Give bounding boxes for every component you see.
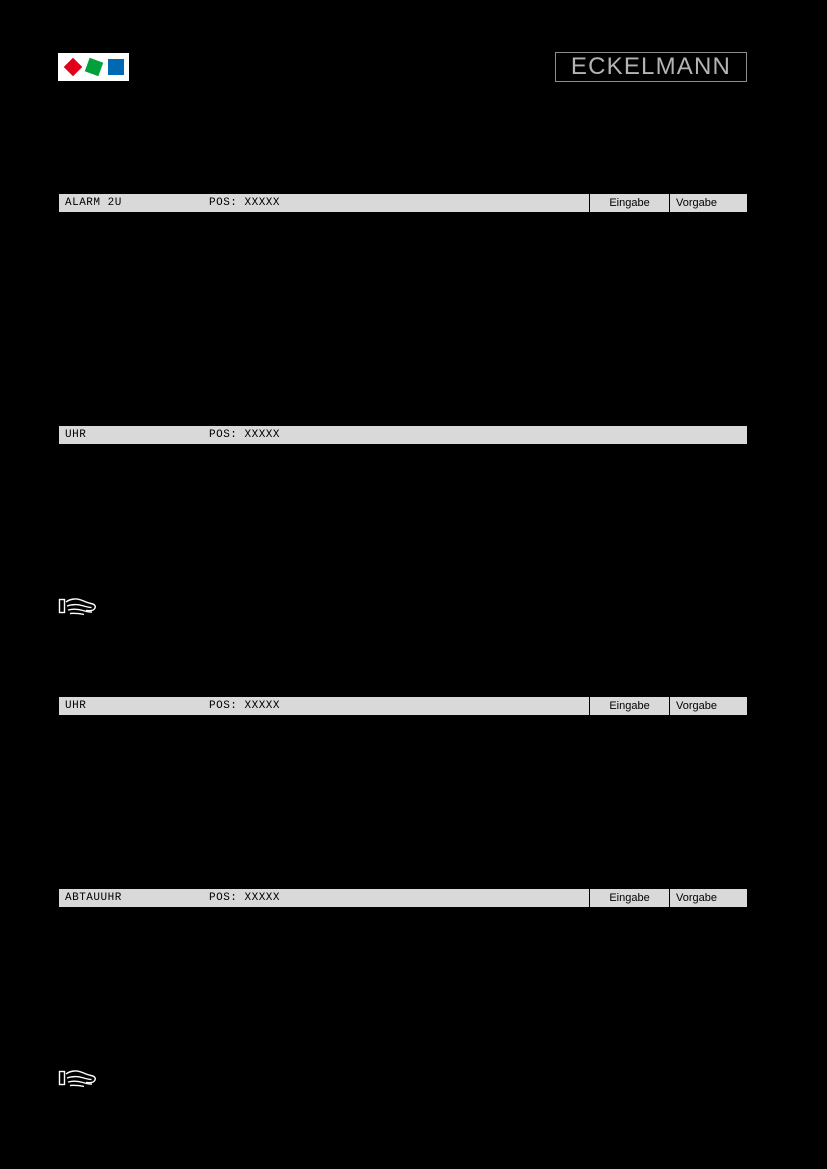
logo-square-green-icon xyxy=(85,58,103,76)
display-bar-alarm2u xyxy=(58,193,748,213)
column-header-eingabe: Eingabe xyxy=(589,697,669,715)
column-header-vorgabe: Vorgabe xyxy=(669,194,747,212)
logo-square-blue-icon xyxy=(108,59,124,75)
pointing-hand-icon xyxy=(58,1067,102,1091)
display-bar-uhr-1 xyxy=(58,425,748,445)
display-bar-pos: POS: XXXXX xyxy=(209,700,281,712)
logo-square-red-icon xyxy=(64,58,83,77)
display-bar-pos: POS: XXXXX xyxy=(209,429,281,441)
column-header-eingabe: Eingabe xyxy=(589,194,669,212)
display-bar-title: ABTAUUHR xyxy=(65,892,122,904)
column-header-eingabe: Eingabe xyxy=(589,889,669,907)
column-header-vorgabe: Vorgabe xyxy=(669,889,747,907)
display-bar-pos: POS: XXXXX xyxy=(209,892,281,904)
column-header-vorgabe: Vorgabe xyxy=(669,697,747,715)
display-bar-pos: POS: XXXXX xyxy=(209,197,281,209)
display-bar-title: UHR xyxy=(65,700,87,712)
display-bar-title: UHR xyxy=(65,429,87,441)
eckelmann-logo xyxy=(58,53,129,81)
eckelmann-wordmark: ECKELMANN xyxy=(555,52,747,82)
pointing-hand-icon xyxy=(58,595,102,619)
display-bar-abtauuhr xyxy=(58,888,748,908)
display-bar-uhr-2 xyxy=(58,696,748,716)
display-bar-title: ALARM 2U xyxy=(65,197,122,209)
